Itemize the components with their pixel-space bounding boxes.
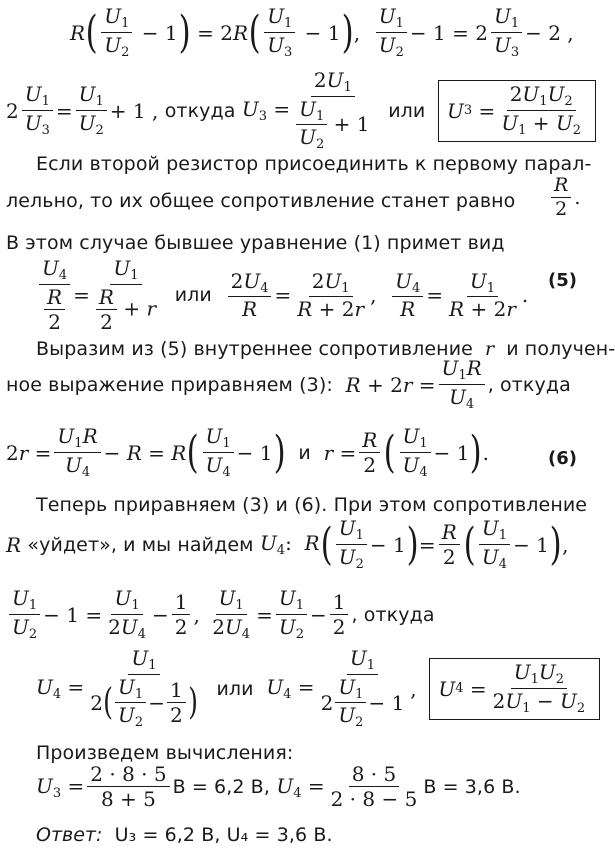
para-express-line-1: Выразим из (5) внутреннее сопротивление r и получен- — [36, 338, 615, 360]
equation-number-6: (6) — [548, 448, 577, 469]
para-parallel-line-3: В этом случае бывшее уравнение (1) примет вид — [6, 232, 505, 254]
equation-line-1: R ( $\frac{U_1}{U_2}$ − 1 ) = 2R ( $\frac{U_1}{U_3}$ − 1 ) , $\frac{U_1}{U_2}$ − 1 = 2 $\frac{U_1}{U_3}$ − 2 , — [70, 4, 574, 60]
calc-intro: Произведем вычисления: — [36, 742, 294, 764]
u4-ili-1: или — [216, 677, 254, 700]
calc-line: $U_3$ = $\frac{2 \cdot 8 \cdot 5}{8 + 5}$ В = 6,2 В, $U_4$ = $\frac{8 \cdot 5}{2 \cdot 8 - 5}$ В = 3,6 В. — [36, 762, 521, 811]
equation-number-5: (5) — [548, 270, 577, 291]
answer-text: U₃ = 6,2 В, U₄ = 3,6 В. — [114, 824, 333, 846]
answer-line — [36, 824, 333, 846]
para-equate-line-1: Теперь приравняем (3) и (6). При этом сопротивление — [36, 494, 588, 516]
para-parallel-line-1: Если второй резистор присоединить к первому парал- — [36, 153, 592, 175]
word-otkuda-2: , откуда — [351, 603, 435, 626]
para-parallel-line-2: лельно, то их общее сопротивление станет равно — [6, 190, 516, 212]
para-express-line-2: ное выражение приравняем (3): R + 2r = $\frac{U_1R}{U_4}$ , откуда — [6, 356, 571, 412]
answer-label: Ответ: — [36, 824, 103, 846]
equation-u4: $U_4$ = $U_1$ 2 ( $\frac{U_1}{U_2}$ − $\frac{1}{2}$ ) или $U_4$ = $U_1$ 2 $\frac{U_1}{U_2}$ − 1 , U 4 = $\frac{U_1U_2}{2U_1 - U_2}$ — [36, 648, 600, 730]
boxed-u3-formula: U 3 = $\frac{2U_1U_2}{U_1 + U_2}$ — [438, 80, 596, 141]
equation-line-2: 2 $\frac{U_1}{U_3}$ = $\frac{U_1}{U_2}$ + 1 , откуда $U_3$ = $2U_1$ $\frac{U_1}{U_2}$ + 1 или U 3 = $\frac{2U_1U_2}{U_1 + U_2}$ — [6, 70, 596, 152]
para-equate-line-2: R «уйдет», и мы найдем $U_4$: R ( $\frac{U_1}{U_2}$ − 1 ) = $\frac{R}{2}$ ( $\frac{U_1}{U_4}$ − 1 ) , — [6, 516, 569, 572]
equation-5: $\frac{U_4}{\frac{R}{2}}$ = $U_1$ $\frac{R}{2}$ + r или $\frac{2U_4}{R}$ = $\frac{2U_1}{R + 2r}$ , $\frac{U_4}{R}$ = $\frac{U_1}{R + 2r}$ . — [36, 258, 528, 333]
word-otkuda: откуда — [164, 99, 236, 122]
equation-6: 2r = $\frac{U_1R}{U_4}$ − R = R ( $\frac{U_1}{U_4}$ − 1 ) и r = $\frac{R}{2}$ ( $\frac{U_1}{U_4}$ − 1 ) . — [6, 424, 490, 480]
equation-line-whence: $\frac{U_1}{U_2}$ − 1 = $\frac{U_1}{2U_4}$ − $\frac{1}{2}$ , $\frac{U_1}{2U_4}$ = $\frac{U_1}{U_2}$ − $\frac{1}{2}$ , откуда — [6, 588, 435, 641]
eq5-ili: или — [174, 284, 212, 307]
r-over-2-fraction: $\frac{R}{2}$ . — [548, 176, 580, 220]
eq6-i: и — [298, 441, 311, 464]
word-ili: или — [388, 99, 426, 122]
boxed-u4-formula: U 4 = $\frac{U_1U_2}{2U_1 - U_2}$ — [429, 658, 600, 719]
